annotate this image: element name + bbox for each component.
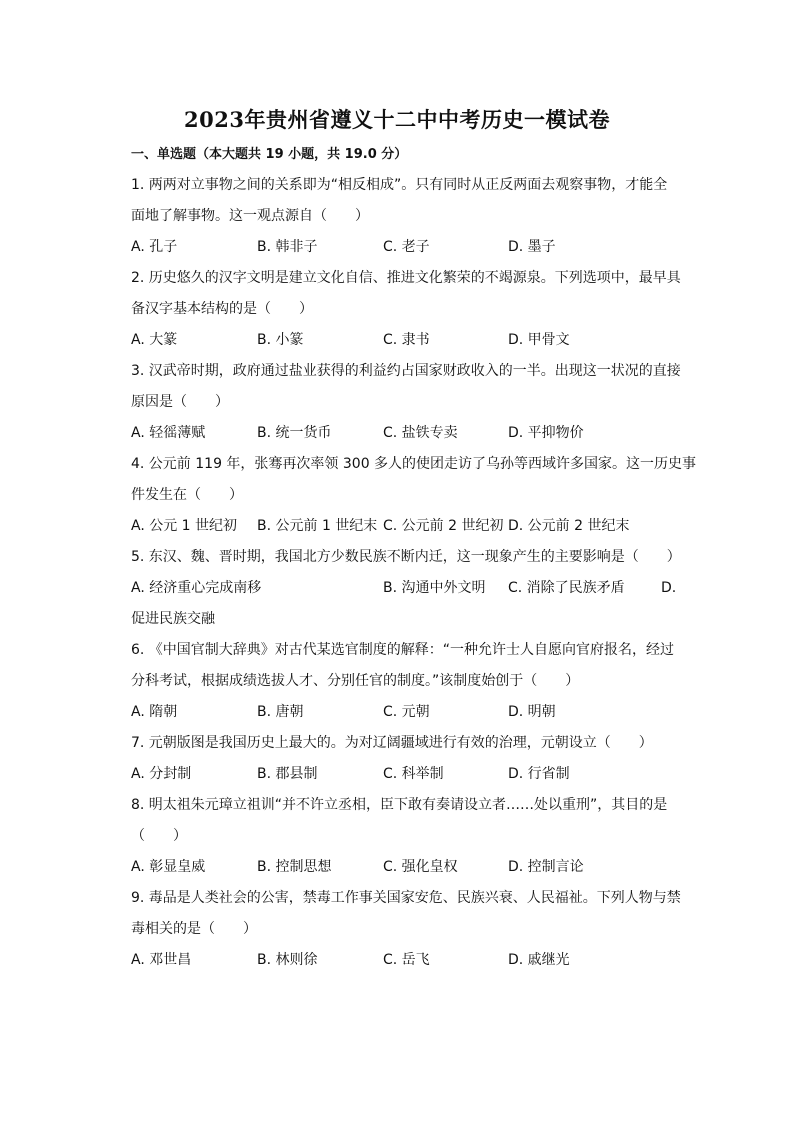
question-line: 5. 东汉、魏、晋时期，我国北方少数民族不断内迁，这一现象产生的主要影响是（ ） — [131, 549, 681, 565]
option-d: D. 公元前 2 世纪末 — [508, 518, 630, 534]
question-4 — [131, 449, 697, 511]
question-7 — [131, 728, 691, 759]
option-a: A. 隋朝 — [131, 704, 178, 720]
option-b: B. 统一货币 — [257, 425, 332, 441]
option-b: B. 唐朝 — [257, 704, 304, 720]
question-line: 面地了解事物。这一观点源自（ ） — [131, 208, 369, 224]
option-d: D. 控制言论 — [508, 859, 584, 875]
question-line: 4. 公元前 119 年，张骞再次率领 300 多人的使团走访了乌孙等西域许多国家。这一历史事 — [131, 456, 697, 472]
question-3-options — [131, 418, 691, 449]
question-4-options — [131, 511, 691, 542]
question-line: 9. 毒品是人类社会的公害，禁毒工作事关国家安危、民族兴衰、人民福祉。下列人物与禁 — [131, 890, 681, 906]
option-b: B. 林则徐 — [257, 952, 318, 968]
question-line: 3. 汉武帝时期，政府通过盐业获得的利益约占国家财政收入的一半。出现这一状况的直接 — [131, 363, 681, 379]
question-3 — [131, 356, 691, 418]
question-line: 2. 历史悠久的汉字文明是建立文化自信、推进文化繁荣的不竭源泉。下列选项中，最早具 — [131, 270, 681, 286]
question-line: 1. 两两对立事物之间的关系即为“相反相成”。只有同时从正反两面去观察事物，才能全 — [131, 177, 668, 193]
option-d: D. 明朝 — [508, 704, 556, 720]
option-b: B. 小篆 — [257, 332, 304, 348]
question-line: 原因是（ ） — [131, 394, 229, 410]
question-6 — [131, 635, 691, 697]
option-d: D. 平抑物价 — [508, 425, 584, 441]
question-8-options — [131, 852, 691, 883]
option-d: D. — [661, 580, 677, 596]
option-b: B. 韩非子 — [257, 239, 318, 255]
option-c: C. 元朝 — [383, 704, 430, 720]
option-a: A. 分封制 — [131, 766, 192, 782]
question-7-options — [131, 759, 691, 790]
option-a: A. 经济重心完成南移 — [131, 580, 262, 596]
option-c: C. 科举制 — [383, 766, 444, 782]
option-c: C. 盐铁专卖 — [383, 425, 458, 441]
question-9-options — [131, 945, 691, 976]
option-c: C. 隶书 — [383, 332, 430, 348]
question-line: 8. 明太祖朱元璋立祖训“并不许立丞相，臣下敢有奏请设立者……处以重刑”，其目的是 — [131, 797, 668, 813]
option-a: A. 彰显皇威 — [131, 859, 206, 875]
option-d: D. 墨子 — [508, 239, 556, 255]
option-a: A. 轻徭薄赋 — [131, 425, 206, 441]
question-8 — [131, 790, 691, 852]
option-a: A. 邓世昌 — [131, 952, 192, 968]
question-line: （ ） — [131, 828, 187, 844]
section-heading: 一、单选题（本大题共 19 小题，共 19.0 分） — [131, 147, 408, 162]
question-line: 分科考试，根据成绩选拔人才、分别任官的制度。”该制度始创于（ ） — [131, 673, 580, 689]
question-2-options — [131, 325, 691, 356]
question-line: 件发生在（ ） — [131, 487, 243, 503]
exam-title: 2023年贵州省遵义十二中中考历史一模试卷 — [184, 107, 610, 132]
option-a: A. 公元 1 世纪初 — [131, 518, 238, 534]
question-line: 备汉字基本结构的是（ ） — [131, 301, 313, 317]
question-5 — [131, 542, 691, 573]
question-5-options — [131, 573, 691, 604]
question-6-options — [131, 697, 691, 728]
option-b: B. 控制思想 — [257, 859, 332, 875]
option-c: C. 强化皇权 — [383, 859, 458, 875]
option-b: B. 沟通中外文明 — [383, 580, 486, 596]
option-d: D. 戚继光 — [508, 952, 570, 968]
option-c: C. 消除了民族矛盾 — [508, 580, 625, 596]
option-d: D. 甲骨文 — [508, 332, 570, 348]
option-b: B. 公元前 1 世纪末 — [257, 518, 378, 534]
option-b: B. 郡县制 — [257, 766, 318, 782]
option-c: C. 岳飞 — [383, 952, 430, 968]
question-1 — [131, 170, 691, 232]
question-line: 7. 元朝版图是我国历史上最大的。为对辽阔疆域进行有效的治理，元朝设立（ ） — [131, 735, 653, 751]
option-d-text: 促进民族交融 — [131, 611, 215, 627]
question-line: 毒相关的是（ ） — [131, 921, 257, 937]
option-c: C. 老子 — [383, 239, 430, 255]
question-2 — [131, 263, 691, 325]
question-line: 6. 《中国官制大辞典》对古代某选官制度的解释：“一种允许士人自愿向官府报名，经过 — [131, 642, 675, 658]
option-a: A. 孔子 — [131, 239, 178, 255]
option-a: A. 大篆 — [131, 332, 178, 348]
question-1-options — [131, 232, 691, 263]
option-d: D. 行省制 — [508, 766, 570, 782]
option-c: C. 公元前 2 世纪初 — [383, 518, 504, 534]
question-9 — [131, 883, 691, 945]
